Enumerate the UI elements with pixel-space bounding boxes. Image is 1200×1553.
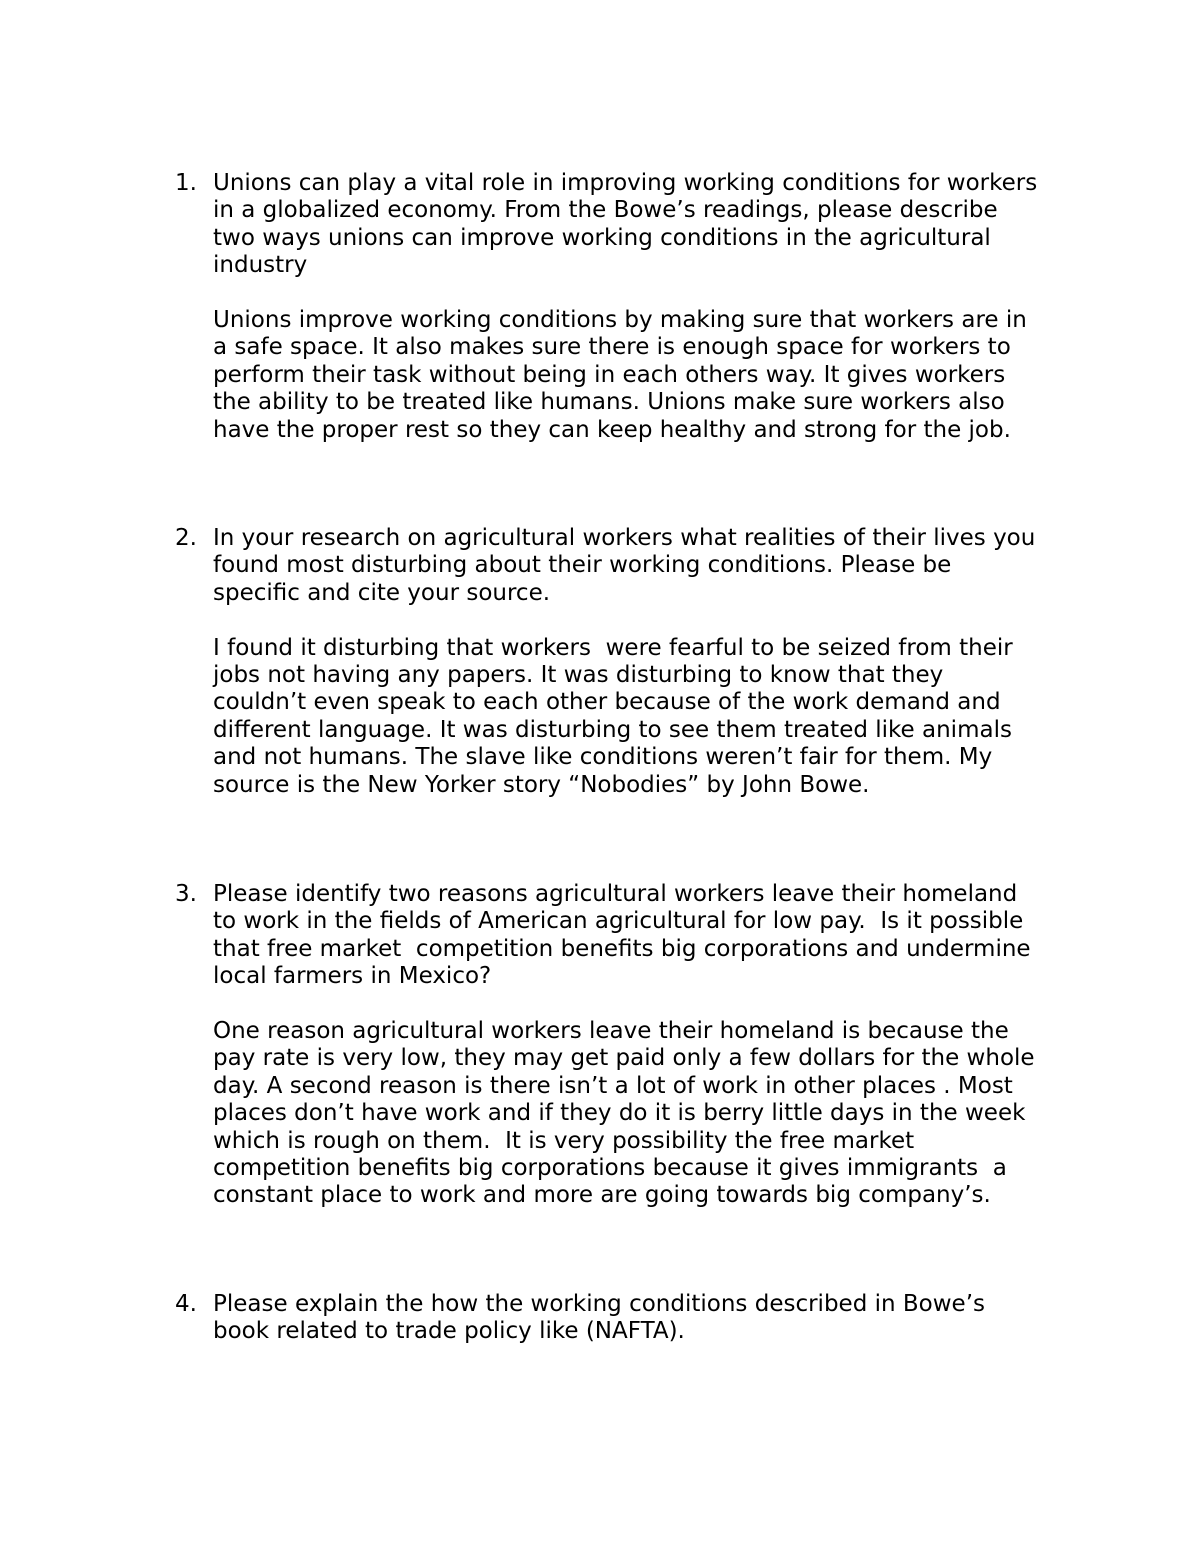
item-body bbox=[213, 1291, 1075, 1346]
question-text bbox=[213, 1291, 1075, 1346]
text-line: pay rate is very low, they may get paid only a few dollars for the whole bbox=[213, 1045, 1035, 1072]
text-line: industry bbox=[213, 252, 308, 279]
text-line: constant place to work and more are going towards big company’s. bbox=[213, 1182, 991, 1209]
question-text bbox=[213, 881, 1075, 991]
text-line: One reason agricultural workers leave their homeland is because the bbox=[213, 1018, 1009, 1045]
text-line: two ways unions can improve working conditions in the agricultural bbox=[213, 224, 991, 251]
text-line: Unions can play a vital role in improving working conditions for workers bbox=[213, 170, 1038, 196]
answer-text bbox=[213, 1018, 1075, 1210]
text-line: local farmers in Mexico? bbox=[213, 963, 492, 990]
text-line: to work in the fields of American agricultural for low pay. Is it possible bbox=[213, 908, 1024, 935]
text-line: perform their task without being in each others way. It gives workers bbox=[213, 361, 1006, 388]
text-line: that free market competition benefits big corporations and undermine bbox=[213, 935, 1031, 962]
list-number: 3. bbox=[175, 881, 197, 907]
text-line: the ability to be treated like humans. Unions make sure workers also bbox=[213, 389, 1005, 416]
question-text bbox=[213, 525, 1075, 607]
text-line: I found it disturbing that workers were fearful to be seized from their bbox=[213, 634, 1013, 661]
item-body bbox=[213, 170, 1075, 444]
text-line: source is the New Yorker story “Nobodies” by John Bowe. bbox=[213, 771, 870, 798]
text-line: specific and cite your source. bbox=[213, 579, 551, 606]
text-line: have the proper rest so they can keep healthy and strong for the job. bbox=[213, 416, 1011, 443]
list-number: 2. bbox=[175, 525, 197, 551]
question-text bbox=[213, 170, 1075, 280]
text-line: competition benefits big corporations because it gives immigrants a bbox=[213, 1155, 1007, 1182]
text-line: Please explain the how the working conditions described in Bowe’s bbox=[213, 1291, 985, 1317]
answer-text bbox=[213, 635, 1075, 799]
text-line: Unions improve working conditions by making sure that workers are in bbox=[213, 307, 1027, 334]
text-line: couldn’t even speak to each other because of the work demand and bbox=[213, 689, 1001, 716]
text-line: in a globalized economy. From the Bowe’s readings, please describe bbox=[213, 197, 998, 224]
text-line: jobs not having any papers. It was disturbing to know that they bbox=[213, 662, 944, 689]
text-line: places don’t have work and if they do it is berry little days in the week bbox=[213, 1100, 1026, 1127]
list-number: 1. bbox=[175, 170, 197, 196]
text-line: found most disturbing about their working conditions. Please be bbox=[213, 552, 952, 579]
text-line: which is rough on them. It is very possibility the free market bbox=[213, 1127, 915, 1154]
answer-text bbox=[213, 307, 1075, 444]
item-body bbox=[213, 525, 1075, 799]
text-line: different language. It was disturbing to see them treated like animals bbox=[213, 716, 1012, 743]
text-line: Please identify two reasons agricultural workers leave their homeland bbox=[213, 881, 1018, 907]
list-number: 4. bbox=[175, 1291, 197, 1317]
item-body bbox=[213, 881, 1075, 1210]
text-line: book related to trade policy like (NAFTA). bbox=[213, 1318, 685, 1345]
text-line: day. A second reason is there isn’t a lot of work in other places . Most bbox=[213, 1072, 1013, 1099]
text-line: and not humans. The slave like conditions weren’t fair for them. My bbox=[213, 744, 993, 771]
text-line: In your research on agricultural workers what realities of their lives you bbox=[213, 525, 1036, 551]
text-line: a safe space. It also makes sure there is enough space for workers to bbox=[213, 334, 1011, 361]
